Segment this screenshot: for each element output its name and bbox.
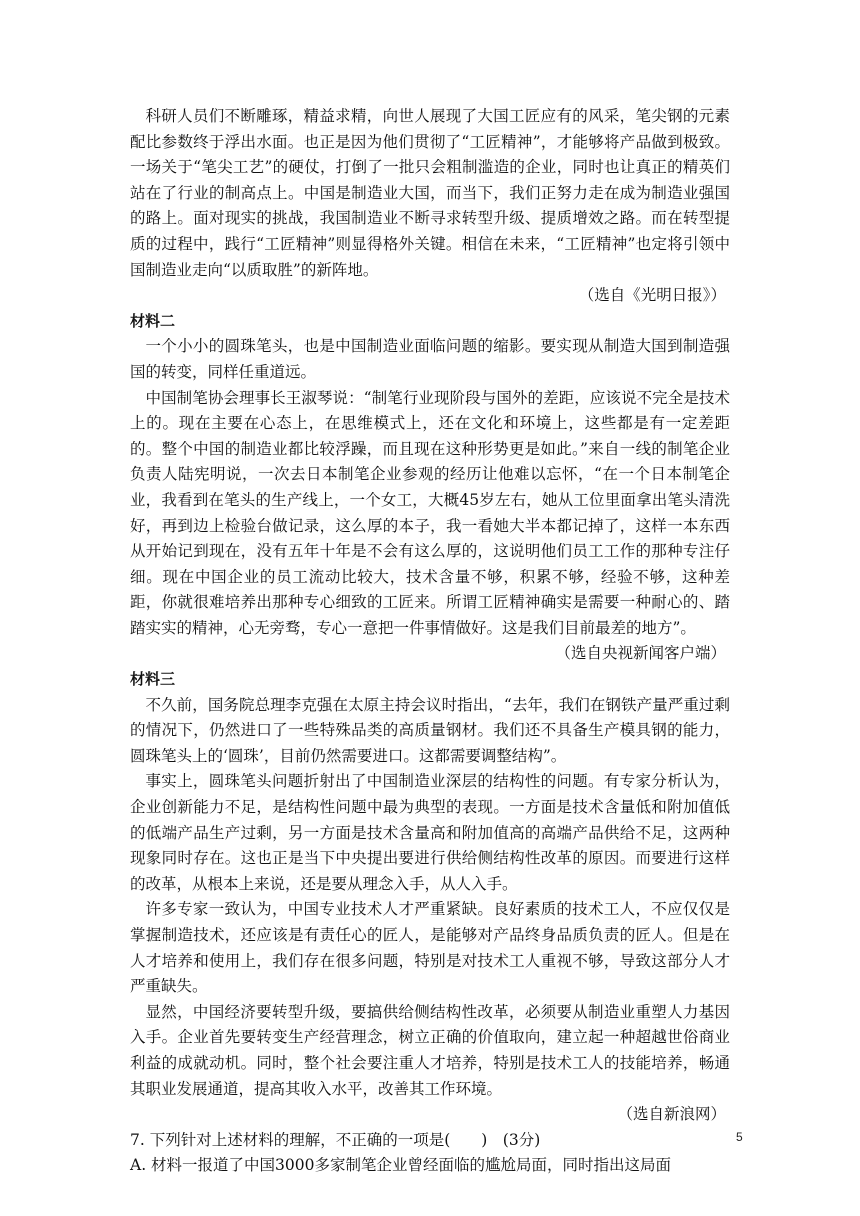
material3-paragraph-1: 不久前，国务院总理李克强在太原主持会议时指出，“去年，我们在钢铁产量严重过剩的情况下，仍然进口了一些特殊品类的高质量钢材。我们还不具备生产模具钢的能力，圆珠笔头上的‘圆珠’，目前仍然需要进口。这都需要调整结构”。 [130, 695, 730, 765]
question-stem: 7. 下列针对上述材料的理解，不正确的一项是( ) (3分) [130, 1130, 541, 1149]
material3-source: （选自新浪网） [617, 1105, 726, 1124]
page-number: 5 [736, 1130, 743, 1144]
material1-source: （选自《光明日报》） [578, 286, 726, 305]
material2-source: （选自央视新闻客户端） [555, 644, 726, 663]
material3-paragraph-2: 事实上，圆珠笔头问题折射出了中国制造业深层的结构性的问题。有专家分析认为，企业创新能力不足，是结构性问题中最为典型的表现。一方面是技术含量低和附加值低的低端产品生产过剩，另一方面是技术含量高和附加值高的高端产品供给不足，这两种现象同时存在。这也正是当下中央提出要进行供给侧结构性改革的原因。而要进行这样的改革，从根本上来说，还是要从理念入手，从人入手。 [130, 772, 730, 893]
page-content [130, 104, 730, 1179]
material2-paragraph-1: 一个小小的圆珠笔头，也是中国制造业面临问题的缩影。要实现从制造大国到制造强国的转变，同样任重道远。 [130, 337, 730, 381]
material1-paragraph: 科研人员们不断雕琢，精益求精，向世人展现了大国工匠应有的风采，笔尖钢的元素配比参数终于浮出水面。也正是因为他们贯彻了“工匠精神”，才能够将产品做到极致。一场关于“笔尖工艺”的硬仗，打倒了一批只会粗制滥造的企业，同时也让真正的精英们站在了行业的制高点上。中国是制造业大国，而当下，我们正努力走在成为制造业强国的路上。面对现实的挑战，我国制造业不断寻求转型升级、提质增效之路。而在转型提质的过程中，践行“工匠精神”则显得格外关键。相信在未来，“工匠精神”也定将引领中国制造业走向“以质取胜”的新阵地。 [130, 107, 730, 279]
material3-paragraph-3: 许多专家一致认为，中国专业技术人才严重紧缺。良好素质的技术工人，不应仅仅是掌握制造技术，还应该是有责任心的匠人，是能够对产品终身品质负责的匠人。但是在人才培养和使用上，我们存在很多问题，特别是对技术工人重视不够，导致这部分人才严重缺失。 [130, 900, 730, 996]
material3-paragraph-4: 显然，中国经济要转型升级，要搞供给侧结构性改革，必须要从制造业重塑人力基因入手。企业首先要转变生产经营理念，树立正确的价值取向，建立起一种超越世俗商业利益的成就动机。同时，整个社会要注重人才培养，特别是技术工人的技能培养，畅通其职业发展通道，提高其收入水平，改善其工作环境。 [130, 1002, 730, 1098]
material2-heading: 材料二 [130, 311, 176, 330]
material3-heading: 材料三 [130, 670, 176, 689]
question-option-a: A. 材料一报道了中国3000多家制笔企业曾经面临的尴尬局面，同时指出这局面 [130, 1156, 671, 1175]
material2-paragraph-2: 中国制笔协会理事长王淑琴说：“制笔行业现阶段与国外的差距，应该说不完全是技术上的。现在主要在心态上，在思维模式上，还在文化和环境上，这些都是有一定差距的。整个中国的制造业都比较浮躁，而且现在这种形势更是如此。”来自一线的制笔企业负责人陆宪明说，一次去日本制笔企业参观的经历让他难以忘怀，“在一个日本制笔企业，我看到在笔头的生产线上，一个女工，大概45岁左右，她从工位里面拿出笔头清洗好，再到边上检验台做记录，这么厚的本子，我一看她大半本都记掉了，这样一本东西从开始记到现在，没有五年十年是不会有这么厚的，这说明他们员工工作的那种专注仔细。现在中国企业的员工流动比较大，技术含量不够，积累不够，经验不够，这种差距，你就很难培养出那种专心细致的工匠来。所谓工匠精神确实是需要一种耐心的、踏踏实实的精神，心无旁骛，专心一意把一件事情做好。这是我们目前最差的地方”。 [130, 388, 730, 637]
